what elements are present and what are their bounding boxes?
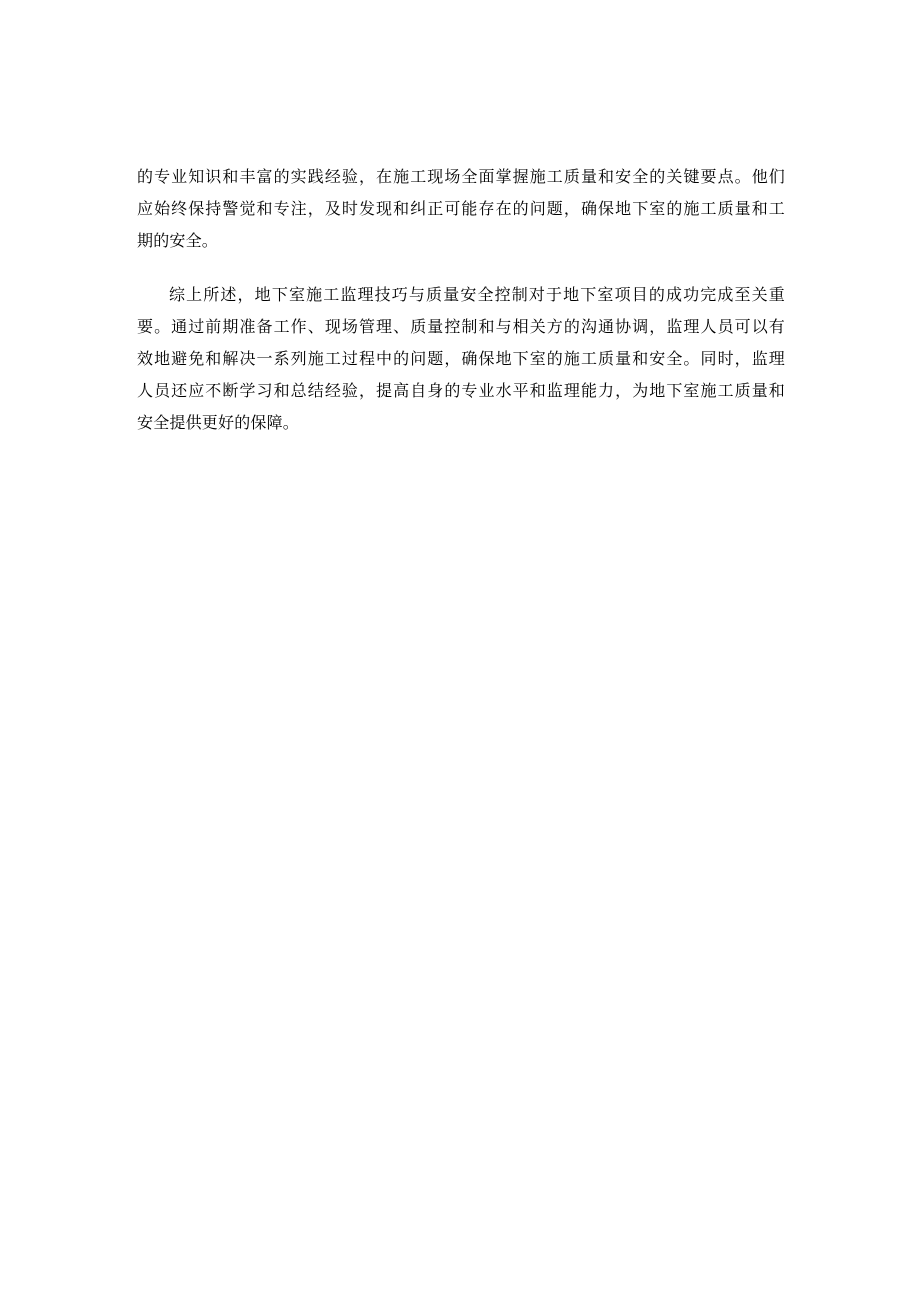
paragraph-spacing <box>137 257 785 279</box>
paragraph-conclusion <box>137 279 785 439</box>
paragraph-line: 期的安全。 <box>137 231 219 250</box>
paragraph-line: 安全提供更好的保障。 <box>137 413 300 432</box>
paragraph-line: 要。通过前期准备工作、现场管理、质量控制和与相关方的沟通协调，监理人员可以有 <box>137 317 785 336</box>
paragraph-line: 人员还应不断学习和总结经验，提高自身的专业水平和监理能力，为地下室施工质量和 <box>137 381 785 400</box>
paragraph-line: 综上所述，地下室施工监理技巧与质量安全控制对于地下室项目的成功完成至关重 <box>169 285 785 304</box>
paragraph-continuation <box>137 161 785 257</box>
paragraph-line: 效地避免和解决一系列施工过程中的问题，确保地下室的施工质量和安全。同时，监理 <box>137 349 785 368</box>
document-body <box>137 161 785 439</box>
paragraph-line: 的专业知识和丰富的实践经验，在施工现场全面掌握施工质量和安全的关键要点。他们 <box>137 167 785 186</box>
paragraph-line: 应始终保持警觉和专注，及时发现和纠正可能存在的问题，确保地下室的施工质量和工 <box>137 199 785 218</box>
